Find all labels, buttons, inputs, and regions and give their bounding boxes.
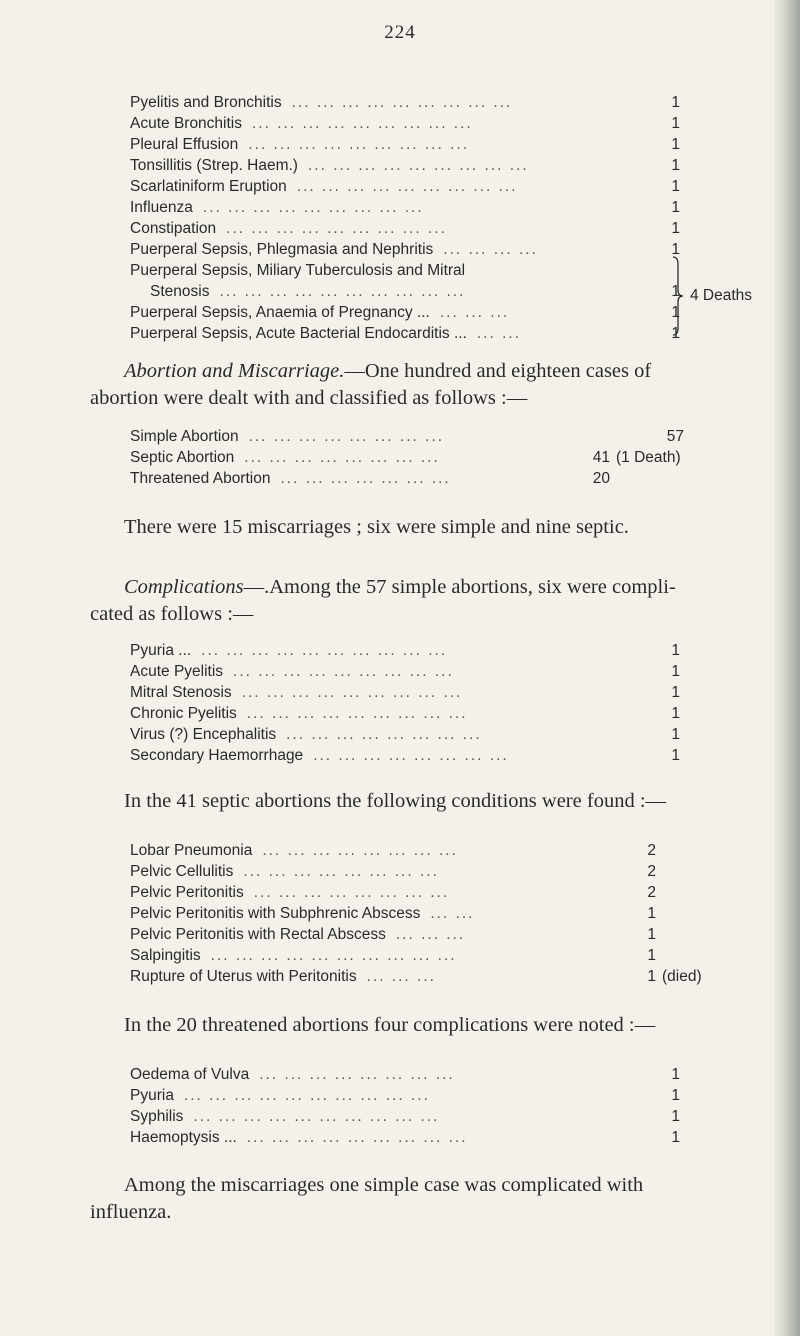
complications-text-line2: cated as follows :—: [90, 603, 254, 625]
complications-heading: Complications: [124, 576, 244, 598]
causes-list: [130, 92, 680, 344]
list-item: Pelvic Peritonitis with Rectal Abscess ... ... ... 1: [130, 926, 656, 943]
complications-text: —.Among the 57 simple abortions, six were compli-: [243, 576, 676, 598]
threatened-complications-list: [130, 1064, 680, 1148]
list-item: Pelvic Cellulitis ... ... ... ... ... ... ... ... 2: [130, 863, 656, 880]
list-item: Pleural Effusion ... ... ... ... ... ... ... ... ... 1: [130, 136, 680, 153]
list-item: Salpingitis ... ... ... ... ... ... ... ... ... ... 1: [130, 947, 656, 964]
complications-paragraph: [90, 574, 770, 628]
miscarriage-paragraph: There were 15 miscarriages ; six were simple and nine septic.: [124, 516, 629, 538]
abortion-paragraph: [90, 358, 770, 412]
list-item: Puerperal Sepsis, Miliary Tuberculosis and Mitral: [130, 262, 466, 279]
abortion-text-line2: abortion were dealt with and classified as follows :—: [90, 387, 528, 409]
list-item: Rupture of Uterus with Peritonitis ... ... ... 1 (died): [130, 968, 702, 985]
brace-note: 4 Deaths: [690, 287, 753, 304]
list-item: Tonsillitis (Strep. Haem.) ... ... ... ... ... ... ... ... ... 1: [130, 157, 680, 174]
abortion-heading: Abortion and Miscarriage.: [124, 360, 345, 382]
list-item: Secondary Haemorrhage ... ... ... ... ... ... ... ... 1: [130, 747, 680, 764]
list-item: Stenosis ... ... ... ... ... ... ... ... ... ... 1: [150, 283, 680, 300]
list-item: Oedema of Vulva ... ... ... ... ... ... ... ... 1: [130, 1066, 680, 1083]
list-item: Acute Bronchitis ... ... ... ... ... ... ... ... ... 1: [130, 115, 680, 132]
list-item: Influenza ... ... ... ... ... ... ... ... ... 1: [130, 199, 680, 216]
list-item: Puerperal Sepsis, Anaemia of Pregnancy ... ... ... ... 1: [130, 304, 680, 321]
list-item: Threatened Abortion ... ... ... ... ... ... ... 20: [130, 470, 610, 487]
list-item: Puerperal Sepsis, Acute Bacterial Endocarditis ... ... ... 1: [130, 325, 680, 342]
page-edge-shadow: [774, 0, 800, 1336]
septic-paragraph: In the 41 septic abortions the following conditions were found :—: [124, 790, 667, 812]
list-item: Pyuria ... ... ... ... ... ... ... ... ... ... 1: [130, 1087, 680, 1104]
page-number: 224: [384, 22, 416, 43]
abortion-list: [130, 426, 690, 489]
list-item: Acute Pyelitis ... ... ... ... ... ... ... ... ... 1: [130, 663, 680, 680]
list-item: Pyelitis and Bronchitis ... ... ... ... ... ... ... ... ... 1: [130, 94, 680, 111]
list-item: Mitral Stenosis ... ... ... ... ... ... ... ... ... 1: [130, 684, 680, 701]
septic-conditions-list: [130, 840, 720, 987]
list-item: Virus (?) Encephalitis ... ... ... ... ... ... ... ... 1: [130, 726, 680, 743]
list-item: Puerperal Sepsis, Phlegmasia and Nephritis ... ... ... ... 1: [130, 241, 680, 258]
list-item: Syphilis ... ... ... ... ... ... ... ... ... ... 1: [130, 1108, 680, 1125]
list-item: Haemoptysis ... ... ... ... ... ... ... ... ... ... 1: [130, 1129, 680, 1146]
final-text-line1: Among the miscarriages one simple case was complicated with: [124, 1174, 644, 1196]
list-item: Pyuria ... ... ... ... ... ... ... ... ... ... ... 1: [130, 642, 680, 659]
final-paragraph: [90, 1172, 780, 1226]
abortion-text: —One hundred and eighteen cases of: [344, 360, 652, 382]
list-item: Pelvic Peritonitis with Subphrenic Abscess ... ... 1: [130, 905, 656, 922]
list-item: Constipation ... ... ... ... ... ... ... ... ... 1: [130, 220, 680, 237]
list-item: Pelvic Peritonitis ... ... ... ... ... ... ... ... 2: [130, 884, 656, 901]
list-item: Lobar Pneumonia ... ... ... ... ... ... ... ... 2: [130, 842, 656, 859]
list-item: Simple Abortion ... ... ... ... ... ... ... ... 57: [130, 428, 684, 445]
simple-complications-list: [130, 640, 680, 766]
list-item: Scarlatiniform Eruption ... ... ... ... ... ... ... ... ... 1: [130, 178, 680, 195]
list-item: Septic Abortion ... ... ... ... ... ... ... ... 41 (1 Death): [130, 449, 681, 466]
final-text-line2: influenza.: [90, 1201, 172, 1223]
list-item: Chronic Pyelitis ... ... ... ... ... ... ... ... ... 1: [130, 705, 680, 722]
threatened-paragraph: In the 20 threatened abortions four complications were noted :—: [124, 1014, 656, 1036]
brace: [672, 256, 684, 336]
